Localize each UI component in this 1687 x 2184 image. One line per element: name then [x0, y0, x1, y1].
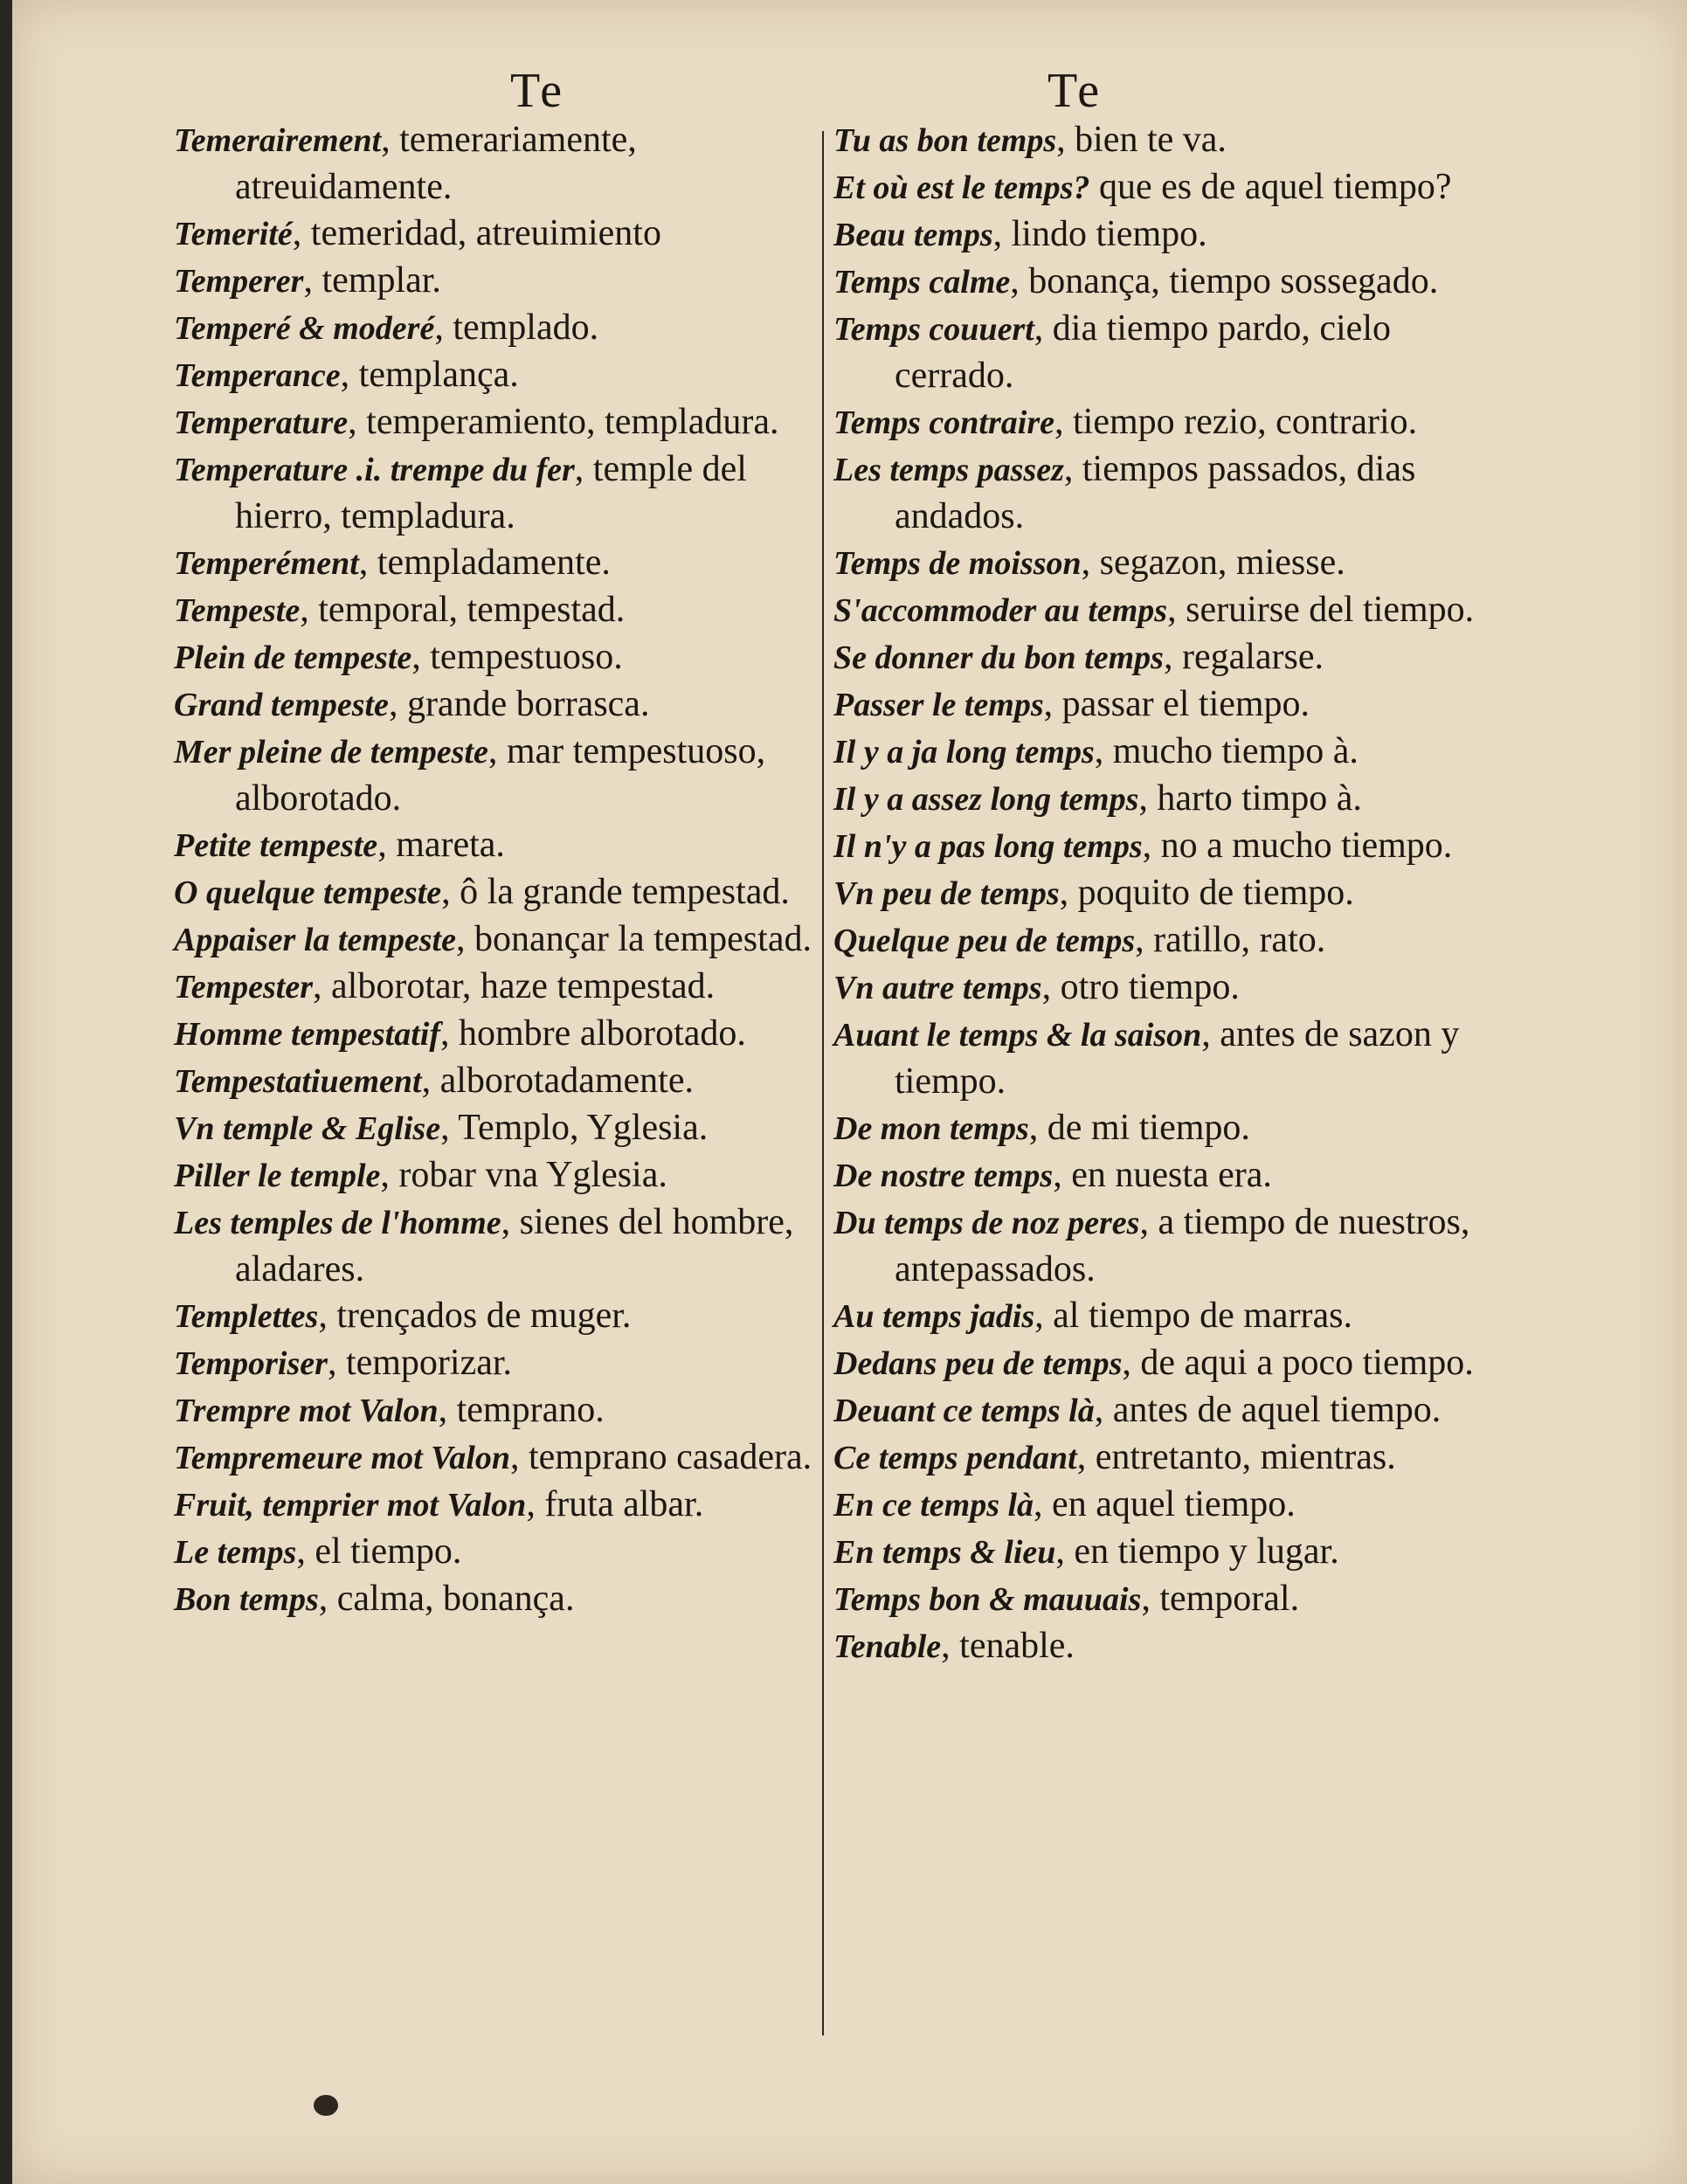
translation: , temple del hierro, templadura.	[235, 449, 747, 536]
translation: , tempestuoso.	[411, 637, 623, 677]
headword: Les temps passez	[833, 452, 1064, 488]
translation: , ô la grande tempestad.	[441, 872, 790, 912]
left-column	[174, 117, 820, 1623]
translation: , templar.	[303, 260, 441, 301]
translation: , temprano.	[438, 1390, 605, 1430]
dictionary-entry	[174, 1387, 820, 1434]
headword: Grand tempeste	[174, 687, 389, 723]
headword: Templettes	[174, 1298, 319, 1335]
headword: Temperé & moderé	[174, 310, 435, 347]
dictionary-entry	[174, 822, 820, 869]
headword: Temperément	[174, 545, 359, 582]
translation: que es de aquel tiempo?	[1089, 167, 1452, 207]
translation: , Templo, Yglesia.	[440, 1108, 709, 1148]
headword: Il y a ja long temps	[833, 734, 1095, 771]
translation: , harto timpo à.	[1138, 778, 1362, 819]
headword: Plein de tempeste	[174, 639, 412, 676]
dictionary-entry	[174, 1011, 820, 1058]
dictionary-entry	[833, 1105, 1480, 1152]
translation: , alborotar, haze tempestad.	[313, 966, 716, 1006]
translation: , tenable.	[941, 1626, 1075, 1666]
dictionary-entry	[174, 1434, 820, 1482]
running-header-left: Te	[510, 64, 566, 118]
translation: , bonançar la tempestad.	[455, 919, 812, 959]
translation: , templado.	[434, 308, 599, 348]
dictionary-entry	[833, 1152, 1480, 1199]
dictionary-entry	[833, 1387, 1480, 1434]
dictionary-entry	[833, 917, 1480, 964]
headword: Temps contraire	[833, 404, 1054, 441]
dictionary-entry	[174, 211, 820, 258]
dictionary-entry	[174, 352, 820, 399]
running-header-right: Te	[1047, 64, 1103, 118]
headword: Ce temps pendant	[833, 1440, 1077, 1476]
translation: , passar el tiempo.	[1043, 684, 1310, 724]
translation: , lindo tiempo.	[992, 214, 1207, 254]
headword: Il n'y a pas long temps	[833, 828, 1143, 865]
headword: Fruit, temprier mot Valon	[174, 1487, 527, 1524]
headword: Temerité	[174, 216, 293, 252]
dictionary-entry	[174, 1482, 820, 1529]
translation: , en aquel tiempo.	[1034, 1484, 1296, 1524]
headword: Trempre mot Valon	[174, 1393, 439, 1429]
dictionary-entry	[174, 1576, 820, 1623]
translation: , calma, bonança.	[318, 1579, 575, 1619]
dictionary-entry	[174, 869, 820, 916]
translation: , bien te va.	[1056, 120, 1227, 160]
headword: S'accommoder au temps	[833, 592, 1168, 629]
dictionary-entry	[174, 1105, 820, 1152]
translation: , templadamente.	[358, 543, 611, 583]
headword: Tempremeure mot Valon	[174, 1440, 510, 1476]
dictionary-entry	[833, 446, 1480, 540]
headword: Temps de moisson	[833, 545, 1082, 582]
headword: Temporiser	[174, 1345, 328, 1382]
headword: Les temples de l'homme	[174, 1205, 501, 1241]
headword: O quelque tempeste	[174, 874, 442, 911]
dictionary-entry	[833, 1199, 1480, 1293]
translation: , dia tiempo pardo, cielo cerrado.	[895, 308, 1391, 396]
dictionary-entry	[174, 1152, 820, 1199]
translation: , temeridad, atreuimiento	[292, 213, 661, 253]
dictionary-entry	[174, 916, 820, 964]
headword: Appaiser la tempeste	[174, 922, 456, 958]
headword: Vn peu de temps	[833, 875, 1060, 912]
headword: De mon temps	[833, 1110, 1029, 1147]
dictionary-entry	[833, 587, 1480, 634]
dictionary-entry	[174, 1058, 820, 1105]
translation: , sienes del hombre, aladares.	[235, 1202, 794, 1289]
translation: , trençados de muger.	[318, 1296, 632, 1336]
translation: , hombre alborotado.	[440, 1013, 746, 1054]
translation: , alborotadamente.	[421, 1061, 694, 1101]
ink-blot	[314, 2095, 338, 2116]
headword: Tempeste	[174, 592, 301, 629]
dictionary-entry	[174, 258, 820, 305]
dictionary-entry	[174, 1529, 820, 1576]
dictionary-entry	[833, 964, 1480, 1012]
translation: , otro tiempo.	[1041, 967, 1240, 1007]
translation: , mar tempestuoso, alborotado.	[235, 731, 766, 819]
headword: Petite tempeste	[174, 827, 378, 864]
translation: , temporizar.	[327, 1343, 513, 1383]
dictionary-entry	[174, 305, 820, 352]
headword: Et où est le temps?	[833, 169, 1090, 206]
dictionary-entry	[833, 823, 1480, 870]
dictionary-entry	[174, 117, 820, 211]
translation: , el tiempo.	[296, 1531, 462, 1572]
dictionary-entry	[174, 1293, 820, 1340]
headword: Piller le temple	[174, 1158, 381, 1194]
headword: Temperance	[174, 357, 341, 394]
translation: , mucho tiempo à.	[1094, 731, 1359, 771]
dictionary-entry	[174, 399, 820, 446]
translation: , bonança, tiempo sossegado.	[1010, 261, 1439, 301]
translation: , regalarse.	[1163, 637, 1324, 677]
dictionary-entry	[174, 634, 820, 681]
headword: De nostre temps	[833, 1158, 1054, 1194]
dictionary-entry	[833, 1340, 1480, 1387]
headword: Temerairement	[174, 122, 382, 159]
headword: Mer pleine de tempeste	[174, 734, 488, 771]
headword: Tempester	[174, 969, 314, 1006]
headword: Le temps	[174, 1534, 297, 1571]
translation: , robar vna Yglesia.	[380, 1155, 667, 1195]
dictionary-entry	[174, 540, 820, 587]
translation: , temporal.	[1141, 1579, 1300, 1619]
headword: Vn temple & Eglise	[174, 1110, 441, 1147]
dictionary-entry	[833, 1482, 1480, 1529]
dictionary-entry	[174, 587, 820, 634]
headword: Temperer	[174, 263, 304, 300]
translation: , no a mucho tiempo.	[1142, 826, 1453, 866]
translation: , temporal, tempestad.	[300, 590, 626, 630]
translation: , tiempo rezio, contrario.	[1054, 402, 1418, 442]
headword: Se donner du bon temps	[833, 639, 1164, 676]
translation: , antes de sazon y tiempo.	[895, 1014, 1460, 1102]
headword: Au temps jadis	[833, 1298, 1035, 1335]
dictionary-entry	[833, 1293, 1480, 1340]
dictionary-entry	[833, 1012, 1480, 1105]
headword: Tempestatiuement	[174, 1063, 422, 1100]
dictionary-entry	[174, 446, 820, 540]
dictionary-entry	[833, 870, 1480, 917]
translation: , temperamiento, templadura.	[348, 402, 779, 442]
translation: , al tiempo de marras.	[1034, 1296, 1353, 1336]
dictionary-entry	[833, 1623, 1480, 1670]
dictionary-entry	[833, 729, 1480, 776]
headword: Temperature .i. trempe du fer	[174, 452, 575, 488]
dictionary-entry	[833, 776, 1480, 823]
headword: Il y a assez long temps	[833, 781, 1139, 818]
headword: Quelque peu de temps	[833, 923, 1136, 959]
dictionary-entry	[833, 399, 1480, 446]
dictionary-entry	[833, 117, 1480, 164]
dictionary-entry	[833, 211, 1480, 259]
headword: Du temps de noz peres	[833, 1205, 1140, 1241]
dictionary-entry	[174, 1340, 820, 1387]
headword: Bon temps	[174, 1581, 319, 1618]
translation: , mareta.	[377, 825, 505, 865]
translation: , de mi tiempo.	[1028, 1108, 1250, 1148]
dictionary-entry	[833, 1529, 1480, 1576]
dictionary-entry	[833, 259, 1480, 306]
translation: , fruta albar.	[526, 1484, 704, 1524]
translation: , templança.	[340, 355, 519, 395]
dictionary-entry	[174, 681, 820, 729]
headword: Tenable	[833, 1628, 942, 1665]
translation: , grande borrasca.	[388, 684, 650, 724]
headword: Passer le temps	[833, 687, 1044, 723]
dictionary-entry	[174, 964, 820, 1011]
translation: , seruirse del tiempo.	[1167, 590, 1475, 630]
dictionary-entry	[833, 681, 1480, 729]
translation: , entretanto, mientras.	[1076, 1437, 1396, 1477]
headword: Temperature	[174, 404, 349, 441]
headword: Deuant ce temps là	[833, 1393, 1095, 1429]
dictionary-entry	[833, 164, 1480, 211]
headword: Auant le temps & la saison	[833, 1017, 1202, 1054]
dictionary-entry	[833, 634, 1480, 681]
translation: , temprano casadera.	[509, 1437, 812, 1477]
headword: En temps & lieu	[833, 1534, 1056, 1571]
dictionary-entry	[174, 729, 820, 822]
headword: Temps bon & mauuais	[833, 1581, 1142, 1618]
headword: Vn autre temps	[833, 970, 1042, 1006]
headword: Tu as bon temps	[833, 122, 1057, 159]
dictionary-entry	[833, 540, 1480, 587]
right-column	[833, 117, 1480, 1670]
translation: , poquito de tiempo.	[1059, 873, 1354, 913]
column-divider	[822, 131, 824, 2035]
translation: , temerariamente, atreuidamente.	[235, 120, 637, 207]
dictionary-entry	[833, 306, 1480, 399]
headword: En ce temps là	[833, 1487, 1034, 1524]
translation: , a tiempo de nuestros, antepassados.	[895, 1202, 1470, 1289]
dictionary-entry	[833, 1576, 1480, 1623]
headword: Beau temps	[833, 217, 993, 253]
translation: , ratillo, rato.	[1135, 920, 1326, 960]
headword: Dedans peu de temps	[833, 1345, 1123, 1382]
translation: , segazon, miesse.	[1081, 543, 1345, 583]
dictionary-entry	[833, 1434, 1480, 1482]
translation: , en tiempo y lugar.	[1055, 1531, 1339, 1572]
headword: Temps couuert	[833, 311, 1034, 348]
translation: , antes de aquel tiempo.	[1094, 1390, 1442, 1430]
translation: , en nuesta era.	[1053, 1155, 1272, 1195]
translation: , tiempos passados, dias andados.	[895, 449, 1416, 536]
dictionary-entry	[174, 1199, 820, 1293]
book-page	[12, 0, 1687, 2184]
headword: Homme tempestatif	[174, 1016, 441, 1053]
headword: Temps calme	[833, 264, 1011, 301]
translation: , de aqui a poco tiempo.	[1122, 1343, 1474, 1383]
